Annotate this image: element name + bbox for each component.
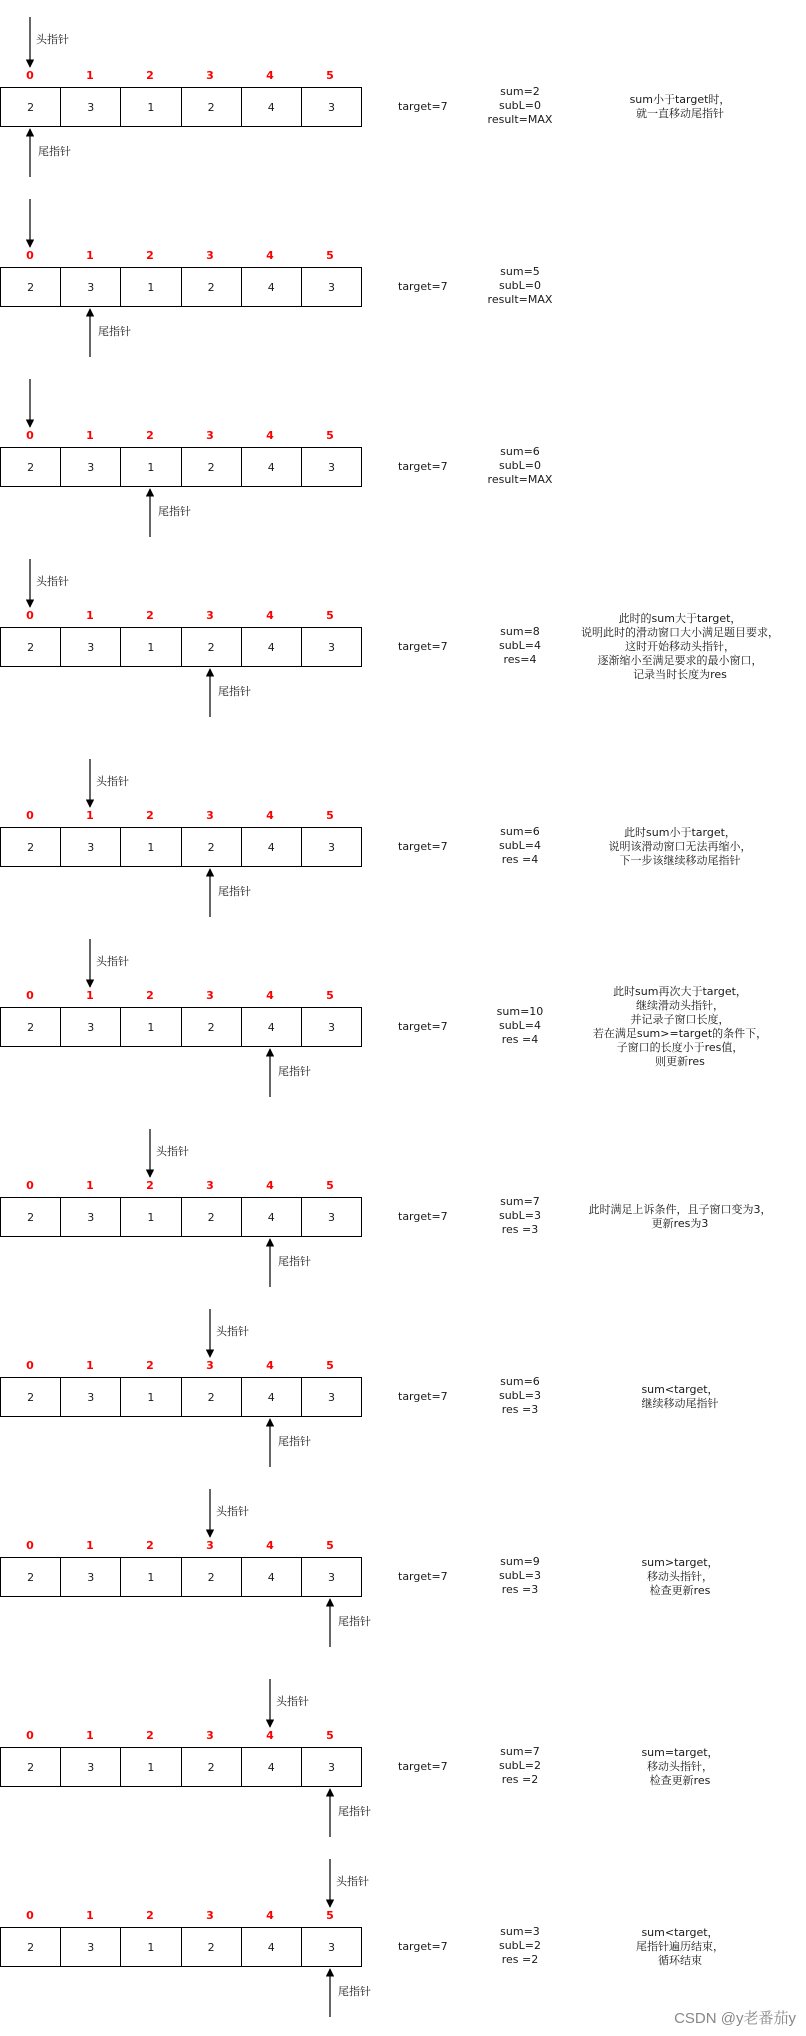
note-line: 此时的sum大于target，: [618, 612, 742, 625]
index-label: 4: [266, 69, 274, 82]
array-cell: 4: [242, 1378, 302, 1416]
state-line: res =2: [501, 1773, 539, 1786]
index-label: 2: [146, 69, 154, 82]
index-label: 4: [266, 1909, 274, 1922]
array-cell: 2: [182, 628, 242, 666]
array-cell: 1: [121, 268, 181, 306]
explanation-note: [560, 1383, 800, 1411]
index-label: 1: [86, 609, 94, 622]
state-line: sum=6: [500, 825, 540, 838]
index-label: 1: [86, 249, 94, 262]
note-line: 检查更新res: [649, 1774, 711, 1787]
array-cell: 4: [242, 628, 302, 666]
target-text: target=7: [398, 840, 448, 853]
head-pointer-label: 头指针: [336, 1875, 369, 1888]
array-row: [0, 1197, 362, 1237]
state-line: result=MAX: [487, 113, 553, 126]
array-cell: 3: [61, 1378, 121, 1416]
index-label: 3: [206, 1179, 214, 1192]
explanation-note: [560, 1926, 800, 1968]
array-cell: 1: [121, 1558, 181, 1596]
state-line: subL=2: [498, 1759, 542, 1772]
array-cell: 3: [61, 1748, 121, 1786]
array-cell: 2: [182, 828, 242, 866]
index-label: 1: [86, 989, 94, 1002]
state-text: [480, 85, 560, 127]
index-label: 2: [146, 429, 154, 442]
array-cell: 2: [1, 1748, 61, 1786]
state-line: subL=4: [498, 839, 542, 852]
array-cell: 3: [327, 1020, 335, 1034]
array-cell: 4: [242, 268, 302, 306]
array-cell: 1: [121, 448, 181, 486]
note-line: sum<target，: [641, 1383, 719, 1396]
watermark: CSDN @y老番茄y: [674, 2010, 796, 2027]
head-pointer-label: 头指针: [36, 33, 69, 46]
index-label: 5: [326, 609, 334, 622]
array-cell: 3: [61, 828, 121, 866]
array-row: [0, 627, 362, 667]
state-text: [480, 1555, 560, 1597]
note-line: sum>target，: [641, 1556, 719, 1569]
state-text: [480, 1745, 560, 1787]
array-cell: 4: [242, 1198, 302, 1236]
index-label: 3: [206, 1539, 214, 1552]
array-cell: 2: [1, 1558, 61, 1596]
array-cell: 4: [242, 1008, 302, 1046]
index-label: 4: [266, 1359, 274, 1372]
note-line: sum小于target时，: [629, 93, 731, 106]
state-line: res =4: [501, 1033, 539, 1046]
index-label: 5: [326, 249, 334, 262]
index-label: 4: [266, 1179, 274, 1192]
array-cell: 2: [182, 448, 242, 486]
note-line: 此时sum再次大于target，: [613, 985, 747, 998]
array-cell: 1: [121, 1748, 181, 1786]
target-text: target=7: [398, 1020, 448, 1033]
index-label: 0: [26, 1539, 34, 1552]
state-line: subL=4: [498, 639, 542, 652]
index-label: 1: [86, 69, 94, 82]
note-line: 尾指针遍历结束，: [636, 1940, 724, 1953]
state-line: sum=5: [500, 265, 540, 278]
note-line: 移动头指针，: [647, 1570, 713, 1583]
state-line: sum=3: [500, 1925, 540, 1938]
index-label: 5: [326, 429, 334, 442]
index-label: 5: [326, 1909, 334, 1922]
state-text: [480, 825, 560, 867]
index-label: 3: [206, 609, 214, 622]
tail-pointer-label: 尾指针: [338, 1805, 371, 1818]
note-line: 下一步该继续移动尾指针: [619, 854, 741, 867]
head-pointer-label: 头指针: [96, 955, 129, 968]
state-text: [480, 625, 560, 667]
array-cell: 4: [242, 828, 302, 866]
state-line: sum=6: [500, 445, 540, 458]
note-line: 逐渐缩小至满足要求的最小窗口，: [597, 654, 763, 667]
note-line: 说明此时的滑动窗口大小满足题目要求，: [581, 626, 779, 639]
state-text: [480, 265, 560, 307]
array-cell: 4: [242, 1928, 302, 1966]
note-line: 若在满足sum>=target的条件下，: [592, 1027, 768, 1040]
array-row: [0, 1007, 362, 1047]
array-row: [0, 267, 362, 307]
index-label: 0: [26, 609, 34, 622]
note-line: 并记录子窗口长度，: [630, 1013, 730, 1026]
tail-pointer-label: 尾指针: [338, 1615, 371, 1628]
explanation-note: [560, 612, 800, 682]
state-text: [480, 1005, 560, 1047]
array-cell: 2: [182, 1748, 242, 1786]
target-text: target=7: [398, 1940, 448, 1953]
index-label: 4: [266, 989, 274, 1002]
tail-pointer-label: 尾指针: [278, 1435, 311, 1448]
index-label: 3: [206, 809, 214, 822]
array-cell: 1: [121, 1008, 181, 1046]
index-label: 1: [86, 1539, 94, 1552]
state-line: subL=4: [498, 1019, 542, 1032]
target-text: target=7: [398, 1390, 448, 1403]
index-label: 3: [206, 1729, 214, 1742]
index-label: 2: [146, 609, 154, 622]
array-cell: 2: [1, 1008, 61, 1046]
state-line: res =3: [501, 1223, 539, 1236]
tail-pointer-label: 尾指针: [38, 145, 71, 158]
array-cell: 2: [1, 268, 61, 306]
note-line: 移动头指针，: [647, 1760, 713, 1773]
tail-pointer-label: 尾指针: [218, 885, 251, 898]
array-cell: 3: [327, 1940, 335, 1954]
array-cell: 2: [182, 1008, 242, 1046]
array-cell: 2: [1, 1198, 61, 1236]
target-text: target=7: [398, 1210, 448, 1223]
array-cell: 3: [61, 268, 121, 306]
array-cell: 1: [121, 1198, 181, 1236]
note-line: 此时满足上诉条件，且子窗口变为3，: [588, 1203, 772, 1216]
array-cell: 1: [121, 1378, 181, 1416]
state-line: subL=3: [498, 1569, 542, 1582]
state-line: subL=0: [498, 459, 542, 472]
index-label: 5: [326, 1359, 334, 1372]
array-cell: 2: [182, 88, 242, 126]
index-label: 1: [86, 1909, 94, 1922]
array-cell: 3: [327, 280, 335, 294]
target-text: target=7: [398, 640, 448, 653]
array-cell: 2: [1, 1928, 61, 1966]
array-row: [0, 447, 362, 487]
head-pointer-label: 头指针: [216, 1505, 249, 1518]
array-cell: 1: [121, 828, 181, 866]
state-line: subL=0: [498, 279, 542, 292]
index-label: 2: [146, 1539, 154, 1552]
array-cell: 2: [182, 1928, 242, 1966]
array-cell: 3: [61, 448, 121, 486]
array-cell: 3: [327, 1570, 335, 1584]
array-row: [0, 1377, 362, 1417]
tail-pointer-label: 尾指针: [278, 1255, 311, 1268]
index-label: 0: [26, 429, 34, 442]
tail-pointer-label: 尾指针: [218, 685, 251, 698]
head-pointer-label: 头指针: [276, 1695, 309, 1708]
state-line: res =3: [501, 1403, 539, 1416]
index-label: 2: [146, 1359, 154, 1372]
index-label: 1: [86, 809, 94, 822]
index-label: 1: [86, 1179, 94, 1192]
array-cell: 3: [61, 1198, 121, 1236]
index-label: 1: [86, 1729, 94, 1742]
array-cell: 3: [327, 460, 335, 474]
index-label: 2: [146, 1729, 154, 1742]
explanation-note: [560, 985, 800, 1069]
note-line: 继续滑动头指针，: [636, 999, 724, 1012]
array-row: [0, 827, 362, 867]
tail-pointer-label: 尾指针: [158, 505, 191, 518]
index-label: 4: [266, 609, 274, 622]
target-text: target=7: [398, 1570, 448, 1583]
note-line: 循环结束: [658, 1954, 702, 1967]
index-label: 0: [26, 1909, 34, 1922]
array-cell: 1: [121, 628, 181, 666]
state-line: sum=2: [500, 85, 540, 98]
array-cell: 4: [242, 88, 302, 126]
index-label: 3: [206, 429, 214, 442]
index-label: 5: [326, 989, 334, 1002]
index-label: 2: [146, 1179, 154, 1192]
head-pointer-label: 头指针: [36, 575, 69, 588]
note-line: 继续移动尾指针: [641, 1397, 719, 1410]
index-label: 4: [266, 1539, 274, 1552]
index-label: 1: [86, 429, 94, 442]
target-text: target=7: [398, 1760, 448, 1773]
tail-pointer-label: 尾指针: [278, 1065, 311, 1078]
note-line: sum<target，: [641, 1926, 719, 1939]
state-line: sum=7: [500, 1195, 540, 1208]
note-line: 记录当时长度为res: [633, 668, 727, 681]
note-line: 更新res为3: [651, 1217, 709, 1230]
array-cell: 3: [327, 100, 335, 114]
tail-pointer-label: 尾指针: [338, 1985, 371, 1998]
index-label: 2: [146, 249, 154, 262]
note-line: 检查更新res: [649, 1584, 711, 1597]
head-pointer-label: 头指针: [216, 1325, 249, 1338]
index-label: 2: [146, 1909, 154, 1922]
index-label: 0: [26, 249, 34, 262]
explanation-note: [560, 93, 800, 121]
note-line: 就一直移动尾指针: [636, 107, 724, 120]
state-line: sum=8: [500, 625, 540, 638]
array-cell: 1: [121, 1928, 181, 1966]
target-text: target=7: [398, 460, 448, 473]
array-cell: 4: [242, 1558, 302, 1596]
index-label: 5: [326, 1179, 334, 1192]
index-label: 4: [266, 249, 274, 262]
index-label: 4: [266, 809, 274, 822]
array-row: [0, 87, 362, 127]
note-line: 子窗口的长度小于res值，: [616, 1041, 744, 1054]
index-label: 3: [206, 249, 214, 262]
state-line: subL=3: [498, 1209, 542, 1222]
state-text: [480, 1375, 560, 1417]
index-label: 0: [26, 69, 34, 82]
array-cell: 2: [182, 268, 242, 306]
target-text: target=7: [398, 100, 448, 113]
array-cell: 3: [327, 640, 335, 654]
array-cell: 3: [61, 628, 121, 666]
index-label: 5: [326, 1539, 334, 1552]
state-line: sum=6: [500, 1375, 540, 1388]
state-text: [480, 1195, 560, 1237]
array-cell: 3: [61, 88, 121, 126]
array-cell: 3: [61, 1008, 121, 1046]
state-line: res=4: [503, 653, 537, 666]
array-cell: 2: [182, 1558, 242, 1596]
index-label: 0: [26, 1359, 34, 1372]
explanation-note: [560, 1746, 800, 1788]
note-line: 说明该滑动窗口无法再缩小，: [608, 840, 752, 853]
index-label: 5: [326, 809, 334, 822]
array-row: [0, 1747, 362, 1787]
array-cell: 2: [1, 88, 61, 126]
head-pointer-label: 头指针: [96, 775, 129, 788]
array-cell: 4: [242, 1748, 302, 1786]
tail-pointer-label: 尾指针: [98, 325, 131, 338]
index-label: 0: [26, 809, 34, 822]
state-line: res =3: [501, 1583, 539, 1596]
array-row: [0, 1927, 362, 1967]
state-line: res =4: [501, 853, 539, 866]
index-label: 2: [146, 809, 154, 822]
index-label: 3: [206, 1909, 214, 1922]
state-text: [480, 1925, 560, 1967]
index-label: 0: [26, 989, 34, 1002]
index-label: 2: [146, 989, 154, 1002]
state-line: subL=2: [498, 1939, 542, 1952]
target-text: target=7: [398, 280, 448, 293]
array-cell: 3: [61, 1558, 121, 1596]
state-line: subL=0: [498, 99, 542, 112]
index-label: 4: [266, 429, 274, 442]
state-text: [480, 445, 560, 487]
note-line: sum=target，: [641, 1746, 719, 1759]
array-row: [0, 1557, 362, 1597]
array-cell: 3: [327, 1760, 335, 1774]
index-label: 5: [326, 69, 334, 82]
index-label: 0: [26, 1729, 34, 1742]
array-cell: 2: [1, 1378, 61, 1416]
explanation-note: [560, 826, 800, 868]
array-cell: 3: [327, 1390, 335, 1404]
head-pointer-label: 头指针: [156, 1145, 189, 1158]
index-label: 5: [326, 1729, 334, 1742]
array-cell: 4: [242, 448, 302, 486]
array-cell: 2: [1, 828, 61, 866]
array-cell: 3: [327, 840, 335, 854]
array-cell: 2: [182, 1198, 242, 1236]
array-cell: 2: [1, 448, 61, 486]
index-label: 4: [266, 1729, 274, 1742]
index-label: 3: [206, 1359, 214, 1372]
state-line: sum=10: [496, 1005, 544, 1018]
index-label: 3: [206, 989, 214, 1002]
note-line: 此时sum小于target，: [624, 826, 736, 839]
index-label: 0: [26, 1179, 34, 1192]
array-cell: 3: [61, 1928, 121, 1966]
state-line: res =2: [501, 1953, 539, 1966]
explanation-note: [560, 1203, 800, 1231]
index-label: 3: [206, 69, 214, 82]
note-line: 则更新res: [655, 1055, 705, 1068]
state-line: sum=9: [500, 1555, 540, 1568]
explanation-note: [560, 1556, 800, 1598]
state-line: result=MAX: [487, 473, 553, 486]
state-line: subL=3: [498, 1389, 542, 1402]
index-label: 1: [86, 1359, 94, 1372]
array-cell: 3: [327, 1210, 335, 1224]
array-cell: 1: [121, 88, 181, 126]
state-line: result=MAX: [487, 293, 553, 306]
array-cell: 2: [1, 628, 61, 666]
state-line: sum=7: [500, 1745, 540, 1758]
array-cell: 2: [182, 1378, 242, 1416]
note-line: 这时开始移动头指针，: [625, 640, 735, 653]
